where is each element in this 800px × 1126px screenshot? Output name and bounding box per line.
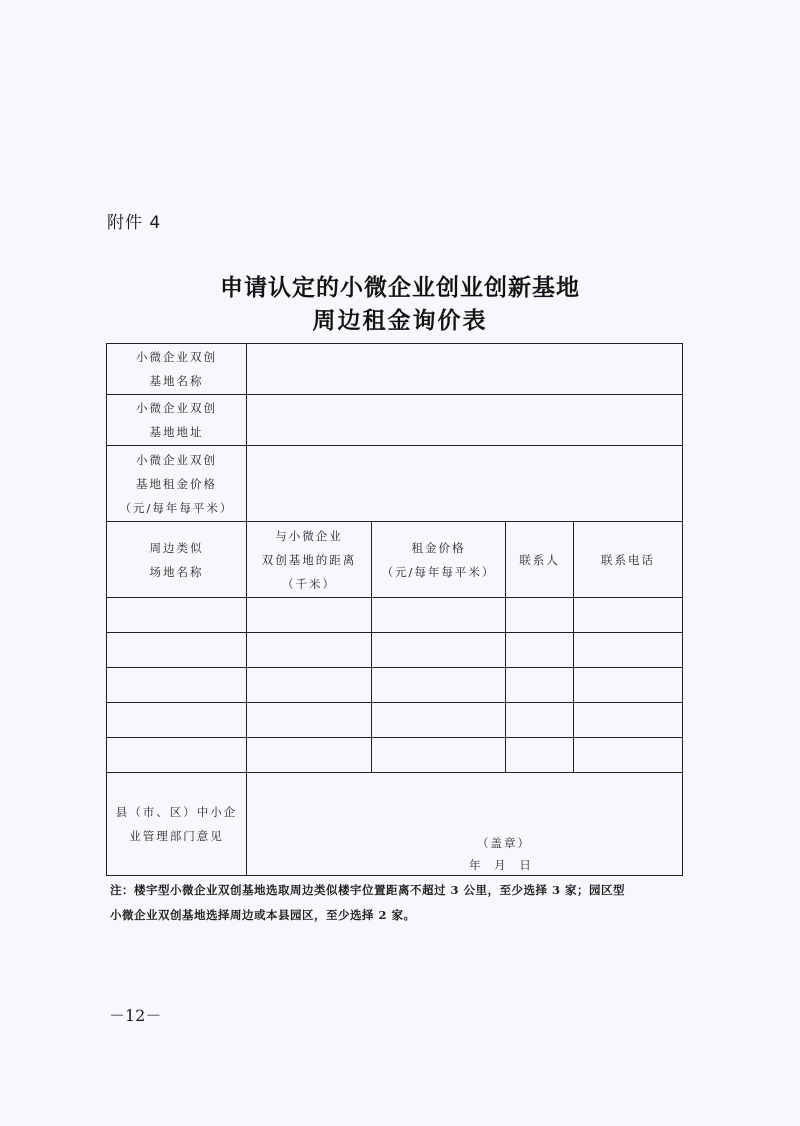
cell-site-name[interactable] <box>107 598 247 633</box>
cell-contact[interactable] <box>506 633 574 668</box>
cell-distance[interactable] <box>247 633 372 668</box>
base-address-value[interactable] <box>247 395 683 446</box>
cell-rent[interactable] <box>372 668 506 703</box>
header-distance: 与小微企业 双创基地的距离 （千米） <box>247 522 372 598</box>
cell-contact[interactable] <box>506 668 574 703</box>
cell-phone[interactable] <box>574 598 683 633</box>
cell-site-name[interactable] <box>107 633 247 668</box>
table-row <box>107 738 683 773</box>
cell-site-name[interactable] <box>107 703 247 738</box>
table-row <box>107 703 683 738</box>
cell-rent[interactable] <box>372 633 506 668</box>
cell-rent[interactable] <box>372 598 506 633</box>
table-row-base-price <box>107 446 683 522</box>
date-line <box>469 853 541 877</box>
base-name-value[interactable] <box>247 344 683 395</box>
table-row-base-name <box>107 344 683 395</box>
cell-rent[interactable] <box>372 738 506 773</box>
header-contact: 联系人 <box>506 522 574 598</box>
page-number: －12－ <box>109 1006 162 1025</box>
cell-distance[interactable] <box>247 738 372 773</box>
page-title-line1: 申请认定的小微企业创业创新基地 <box>220 275 580 301</box>
base-price-value[interactable] <box>247 446 683 522</box>
seal-label: （盖章） <box>477 836 531 850</box>
year-label: 年 <box>469 858 481 872</box>
cell-contact[interactable] <box>506 738 574 773</box>
cell-rent[interactable] <box>372 703 506 738</box>
cell-phone[interactable] <box>574 738 683 773</box>
table-row-opinion <box>107 773 683 876</box>
cell-contact[interactable] <box>506 703 574 738</box>
cell-distance[interactable] <box>247 703 372 738</box>
header-phone: 联系电话 <box>574 522 683 598</box>
opinion-label: 县（市、区）中小企 业管理部门意见 <box>107 773 247 876</box>
opinion-value[interactable] <box>247 773 683 876</box>
base-price-label: 小微企业双创 基地租金价格 （元/每年每平米） <box>107 446 247 522</box>
cell-site-name[interactable] <box>107 738 247 773</box>
cell-site-name[interactable] <box>107 668 247 703</box>
cell-distance[interactable] <box>247 598 372 633</box>
cell-phone[interactable] <box>574 633 683 668</box>
cell-phone[interactable] <box>574 703 683 738</box>
cell-contact[interactable] <box>506 598 574 633</box>
table-row <box>107 633 683 668</box>
day-label: 日 <box>519 858 531 872</box>
table-row-base-address <box>107 395 683 446</box>
header-rent: 租金价格 （元/每年每平米） <box>372 522 506 598</box>
table-row <box>107 598 683 633</box>
cell-distance[interactable] <box>247 668 372 703</box>
footnote-line1: 注：楼宇型小微企业双创基地选取周边类似楼宇位置距离不超过 3 公里，至少选择 3 家；园区型 <box>110 883 626 897</box>
table-header-row <box>107 522 683 598</box>
annex-label: 附件 4 <box>107 213 162 233</box>
footnote-line2: 小微企业双创基地选择周边或本县园区，至少选择 2 家。 <box>110 908 416 922</box>
table-row <box>107 668 683 703</box>
header-site-name: 周边类似 场地名称 <box>107 522 247 598</box>
page-title-line2: 周边租金询价表 <box>312 308 488 334</box>
rent-inquiry-table <box>106 343 683 876</box>
base-address-label: 小微企业双创 基地地址 <box>107 395 247 446</box>
cell-phone[interactable] <box>574 668 683 703</box>
month-label: 月 <box>494 858 506 872</box>
base-name-label: 小微企业双创 基地名称 <box>107 344 247 395</box>
footnote <box>110 878 690 928</box>
